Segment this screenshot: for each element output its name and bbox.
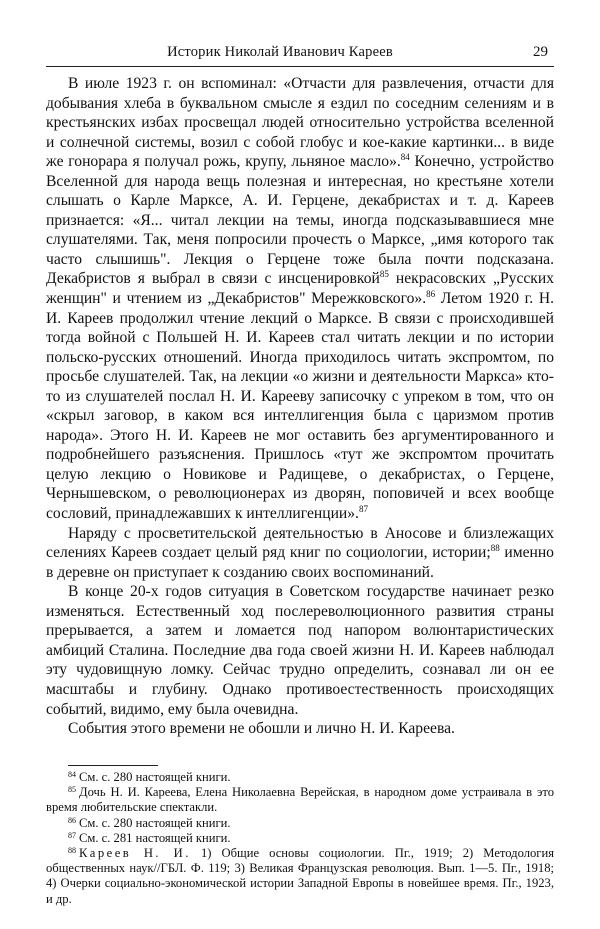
- paragraph-text: Конечно, устройство Вселенной для народа вещь полезная и интересная, но крестьяне хотели слышать о Карле Марксе, А. И. Герцене, декабристах и т. д. Кареев признается: «Я... читал лекции на темы, иногда подсказывавшиеся мне слушателями. Так, меня попросили прочесть о Марксе, „имя которого так часто слышишь". Лекция о Герцене тоже была почти подсказана. Декабристов я выбрал в связи с инсценировкой: [46, 153, 554, 288]
- footnote-ref: 87: [358, 504, 368, 515]
- header-rule: [46, 66, 554, 67]
- footnote-mark: 88: [68, 846, 76, 856]
- main-text: [46, 74, 554, 739]
- footnote-mark: 85: [68, 785, 76, 795]
- footnote-ref: 84: [400, 152, 410, 163]
- paragraph-text: некрасовских „Русских женщин" и чтением из „Декабристов" Мережковского».: [46, 270, 554, 308]
- paragraph-text: В июле 1923 г. он вспоминал: «Отчасти для развлечения, отчасти для добывания хлеба в буквальном смысле я ездил по соседним селениям и в крестьянских избах просвещал людей относительно устройства вселенной и солнечной системы, возил с собой глобус и кое-какие картинки... в виде же гонорара я получал рожь, крупу, льняное масло».: [46, 75, 554, 171]
- running-title: Историк Николай Иванович Кареев: [167, 44, 393, 60]
- footnote-87: [46, 831, 554, 846]
- footnote-text: 1) Общие основы социологии. Пг., 1919; 2) Методология общественных наук//ГБЛ. Ф. 119; 3) Великая Французская революция. Вып. 1—5. Пг., 1918; 4) Очерки социально-экономической истории Западной Европы в новейшее время. Пг., 1923, и др.: [46, 846, 554, 906]
- footnote-text: См. с. 281 настоящей книги.: [79, 830, 231, 845]
- footnote-text: См. с. 280 настоящей книги.: [79, 815, 231, 830]
- footnote-85: [46, 785, 554, 815]
- footnote-86: [46, 816, 554, 831]
- page-number: 29: [533, 44, 548, 60]
- footnote-mark: 87: [68, 830, 76, 840]
- running-header: [46, 44, 554, 66]
- footnote-text: Дочь Н. И. Кареева, Елена Николаевна Верейская, в народном доме устраивала в это время любительские спектакли.: [46, 785, 554, 815]
- footnote-84: [46, 770, 554, 785]
- footnote-ref: 88: [490, 543, 500, 554]
- paragraph-3: В конце 20-х годов ситуация в Советском государстве начинает резко изменяться. Естественный ход послереволюционного развития страны прерывается, а затем и ломается под напором волюнтаристических амбиций Сталина. Последние два года своей жизни Н. И. Кареев наблюдал эту чудовищную ломку. Сейчас трудно определить, сознавал ли он ее масштабы и глубину. Однако противоестественность происходящих событий, видимо, ему была очевидна.: [46, 583, 554, 718]
- footnote-rule: [68, 765, 158, 766]
- footnote-mark: 84: [68, 770, 76, 779]
- footnote-author: Кареев Н. И.: [79, 846, 191, 861]
- paragraph-text: именно в деревне он приступает к созданию своих воспоминаний.: [46, 544, 554, 581]
- footnote-ref: 86: [426, 289, 436, 300]
- footnotes: [46, 770, 554, 907]
- paragraph-text: Наряду с просветительской деятельностью в Аносове и близлежащих селениях Кареев создает целый ряд книг по социологии, истории;: [46, 524, 554, 562]
- paragraph-text: Летом 1920 г. Н. И. Кареев продолжил чтение лекций о Марксе. В связи с происходившей тогда войной с Польшей Н. И. Кареев стал читать лекции и по истории польско-русских отношений. Иногда приходилось читать экспромтом, по просьбе слушателей. Так, на лекции «о жизни и деятельности Маркса» кто-то из слушателей послал Н. И. Карееву записочку с упреком в том, что он «скрыл заговор, в каком вся интеллигенция была с царизмом против народа». Этого Н. И. Кареев не мог оставить без аргументированного и подробнейшего разъяснения. Пришлось «тут же экспромтом прочитать целую лекцию о Новикове и Радищеве, о декабристах, о Герцене, Чернышевском, о революционерах из дворян, поповичей и всех вообще сословий, принадлежавших к интеллигенции».: [46, 290, 555, 523]
- paragraph-4: События этого времени не обошли и лично Н. И. Кареева.: [68, 720, 455, 738]
- paragraph-2: [46, 524, 554, 583]
- footnote-ref: 85: [379, 269, 389, 280]
- footnote-text: См. с. 280 настоящей книги.: [79, 770, 231, 784]
- footnote-88: [46, 846, 554, 907]
- footnote-mark: 86: [68, 815, 76, 825]
- paragraph-1: [46, 74, 554, 524]
